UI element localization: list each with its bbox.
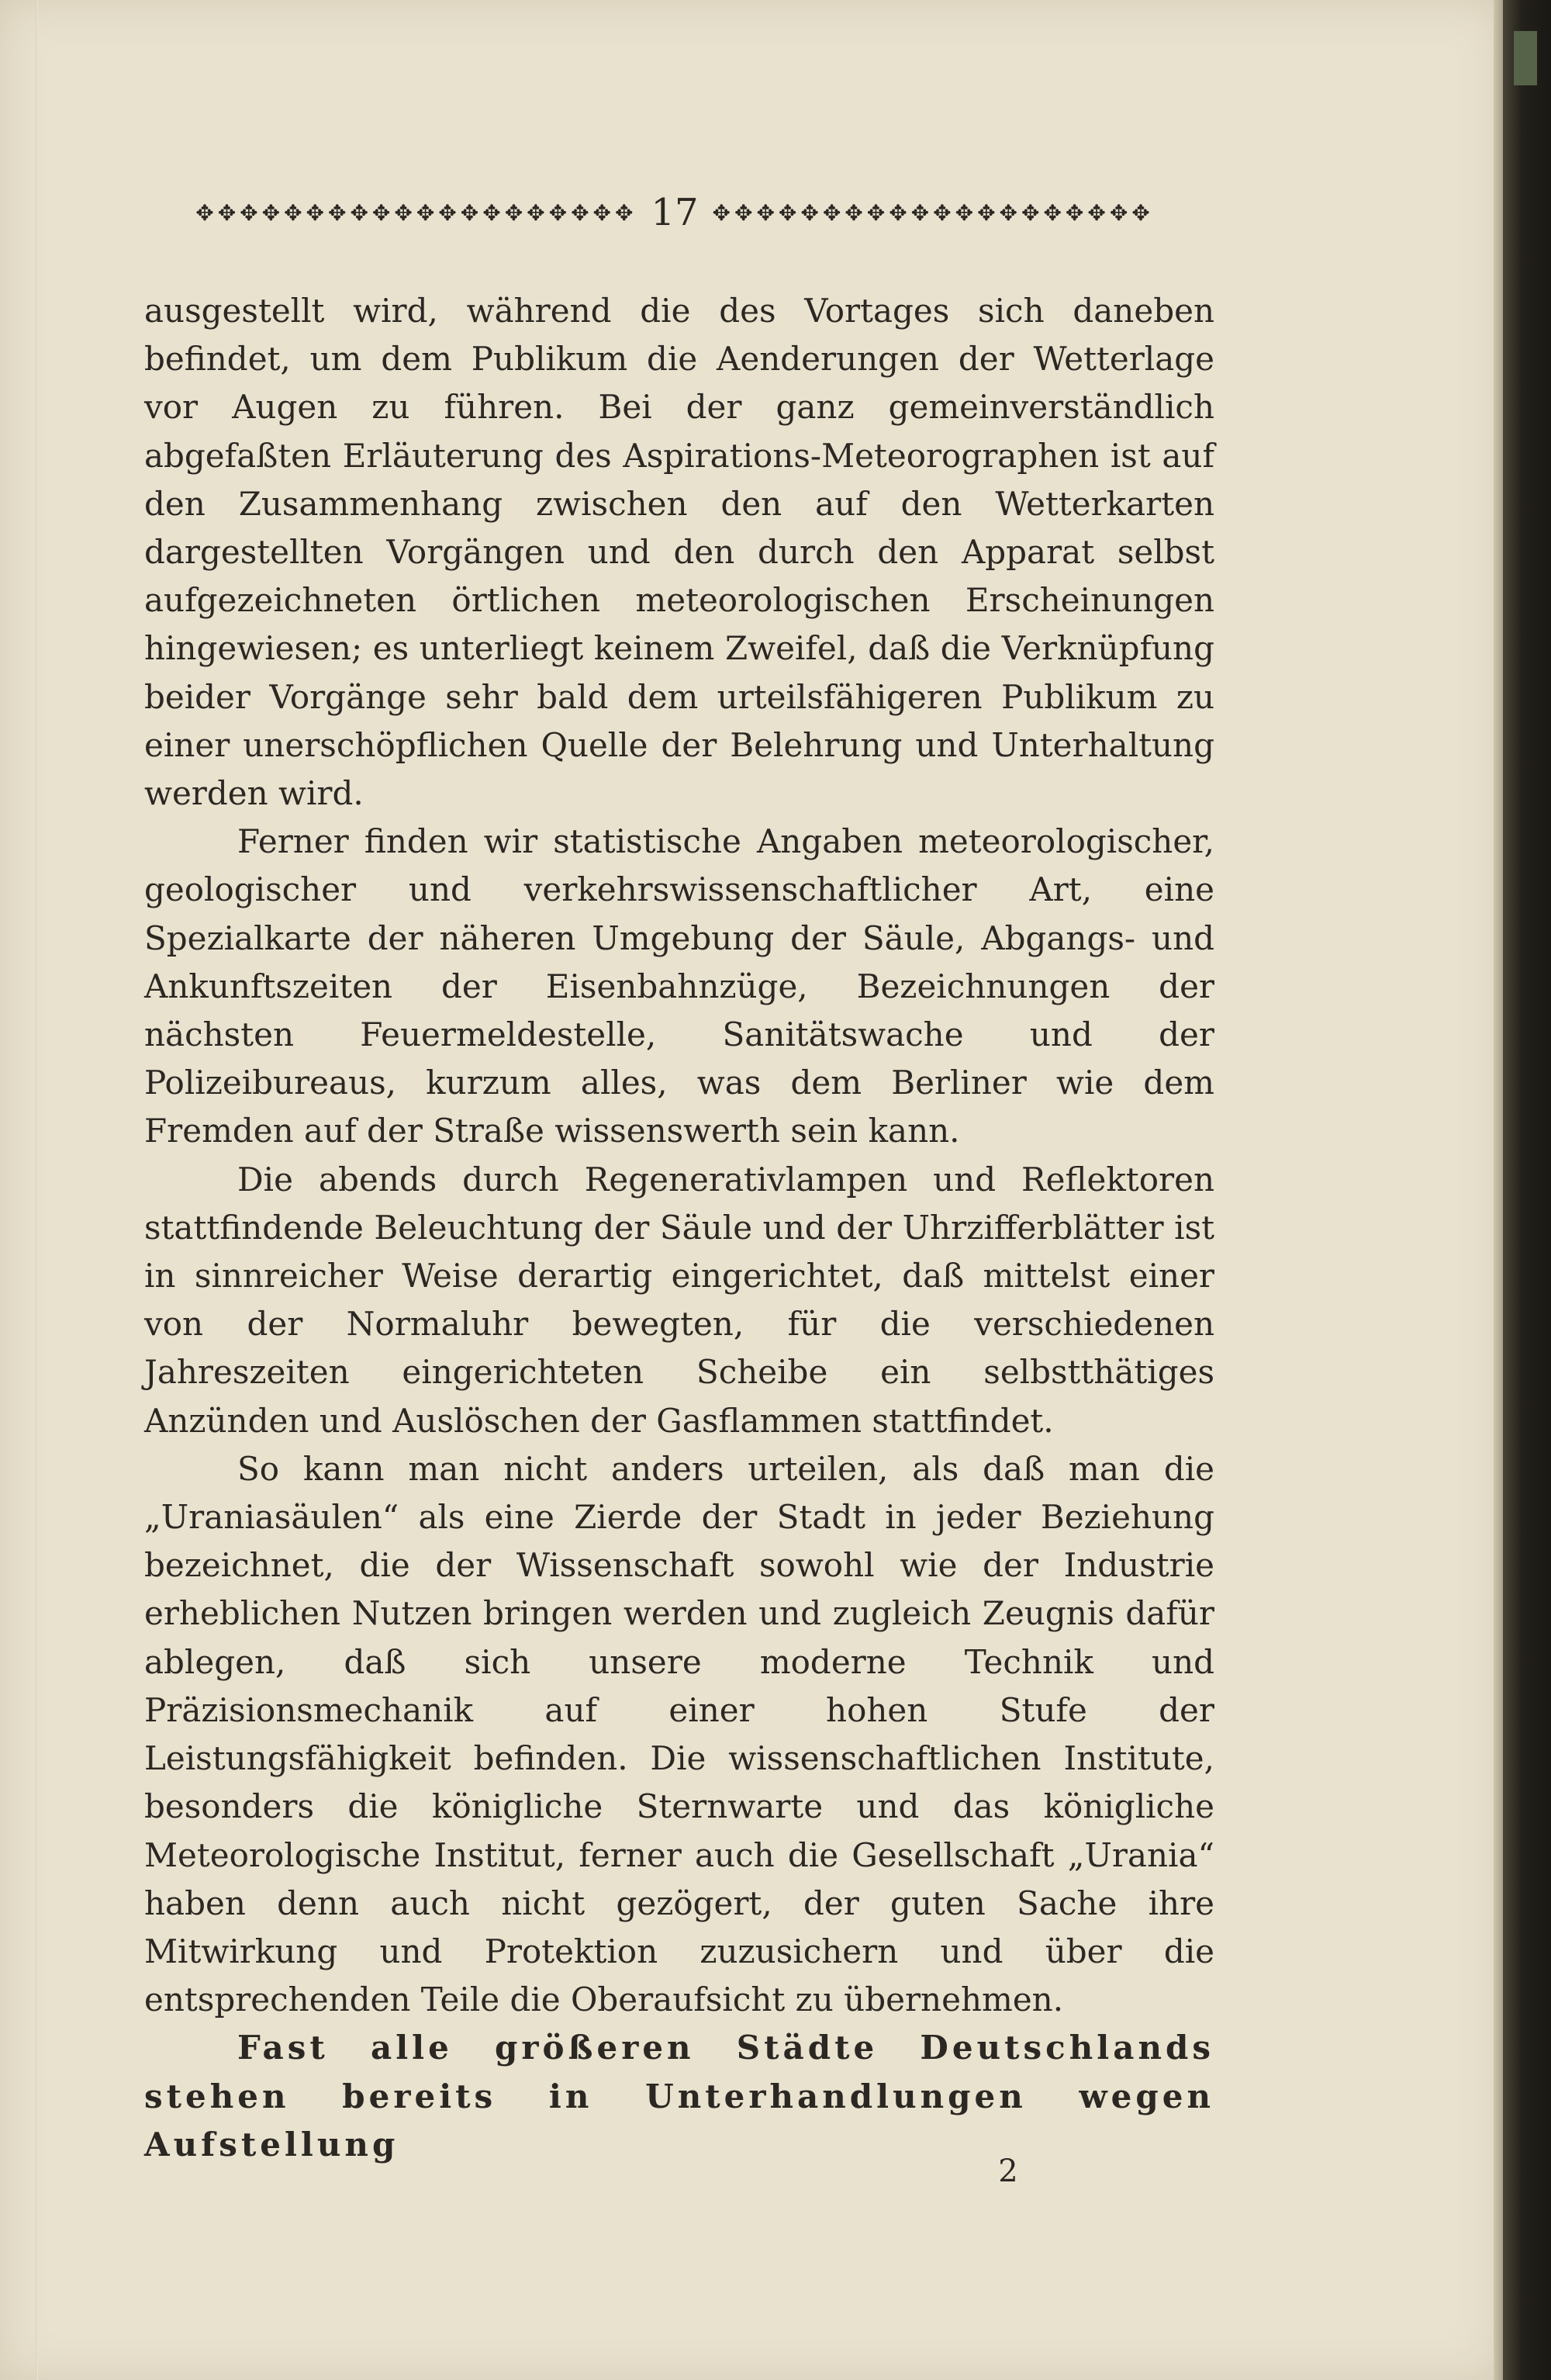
running-header (138, 189, 1211, 236)
signature-mark: 2 (998, 2153, 1018, 2189)
page-number: 17 (651, 191, 699, 234)
paragraph-1: ausgestellt wird, während die des Vortages sich daneben befindet, um dem Publikum die Aenderungen der Wetterlage vor Augen zu führen. Bei der ganz gemeinverständlich abgefaßten Erläuterung des Aspirations-Meteorographen ist auf den Zusammenhang zwischen den auf den Wetterkarten dargestellten Vorgängen und den durch den Apparat selbst aufgezeichneten örtlichen meteorologischen Erscheinungen hingewiesen; es unterliegt keinem Zweifel, daß die Verknüpfung beider Vorgänge sehr bald dem urteilsfähigeren Publikum zu einer unerschöpflichen Quelle der Belehrung und Unterhaltung werden wird. (144, 292, 1214, 813)
paragraph-2: Ferner finden wir statistische Angaben meteorologischer, geologischer und verkehrswissenschaftlicher Art, eine Spezialkarte der näheren Umgebung der Säule, Abgangs- und Ankunftszeiten der Eisenbahnzüge, Bezeichnungen der nächsten Feuermeldestelle, Sanitätswache und der Polizeibureaus, kurzum alles, was dem Berliner wie dem Fremden auf der Straße wissenswerth sein kann. (144, 822, 1214, 1150)
page-gutter (36, 0, 38, 2380)
spine-label-swatch (1514, 31, 1537, 85)
paragraph-3: Die abends durch Regenerativlampen und Reflektoren stattfindende Beleuchtung der Säule und der Uhrzifferblätter ist in sinnreicher Weise derartig eingerichtet, daß mittelst einer von der Normaluhr bewegten, für die verschiedenen Jahreszeiten eingerichteten Scheibe ein selbstthätiges Anzünden und Auslöschen der Gasflammen stattfindet. (144, 1160, 1214, 1440)
paragraph-4: So kann man nicht anders urteilen, als daß man die „Uraniasäulen“ als eine Zierde der Stadt in jeder Beziehung bezeichnet, die der Wissenschaft sowohl wie der Industrie erheblichen Nutzen bringen werden und zugleich Zeugnis dafür ablegen, daß sich unsere moderne Technik und Präzisionsmechanik auf einer hohen Stufe der Leistungsfähigkeit befinden. Die wissenschaftlichen Institute, besonders die königliche Sternwarte und das königliche Meteorologische Institut, ferner auch die Gesellschaft „Urania“ haben denn auch nicht gezögert, der guten Sache ihre Mitwirkung und Protektion zuzusichern und über die entsprechenden Teile die Oberaufsicht zu übernehmen. (144, 1449, 1214, 2019)
book-spine (1503, 0, 1551, 2380)
ornament-row-left: ✥✥✥✥✥✥✥✥✥✥✥✥✥✥✥✥✥✥✥✥ (195, 199, 637, 226)
body-text (144, 287, 1214, 2169)
paragraph-5-emphasized: Fast alle größeren Städte Deutschlands stehen bereits in Unterhandlungen wegen Aufstellung (144, 2029, 1214, 2164)
ornament-row-right: ✥✥✥✥✥✥✥✥✥✥✥✥✥✥✥✥✥✥✥✥ (712, 199, 1154, 226)
